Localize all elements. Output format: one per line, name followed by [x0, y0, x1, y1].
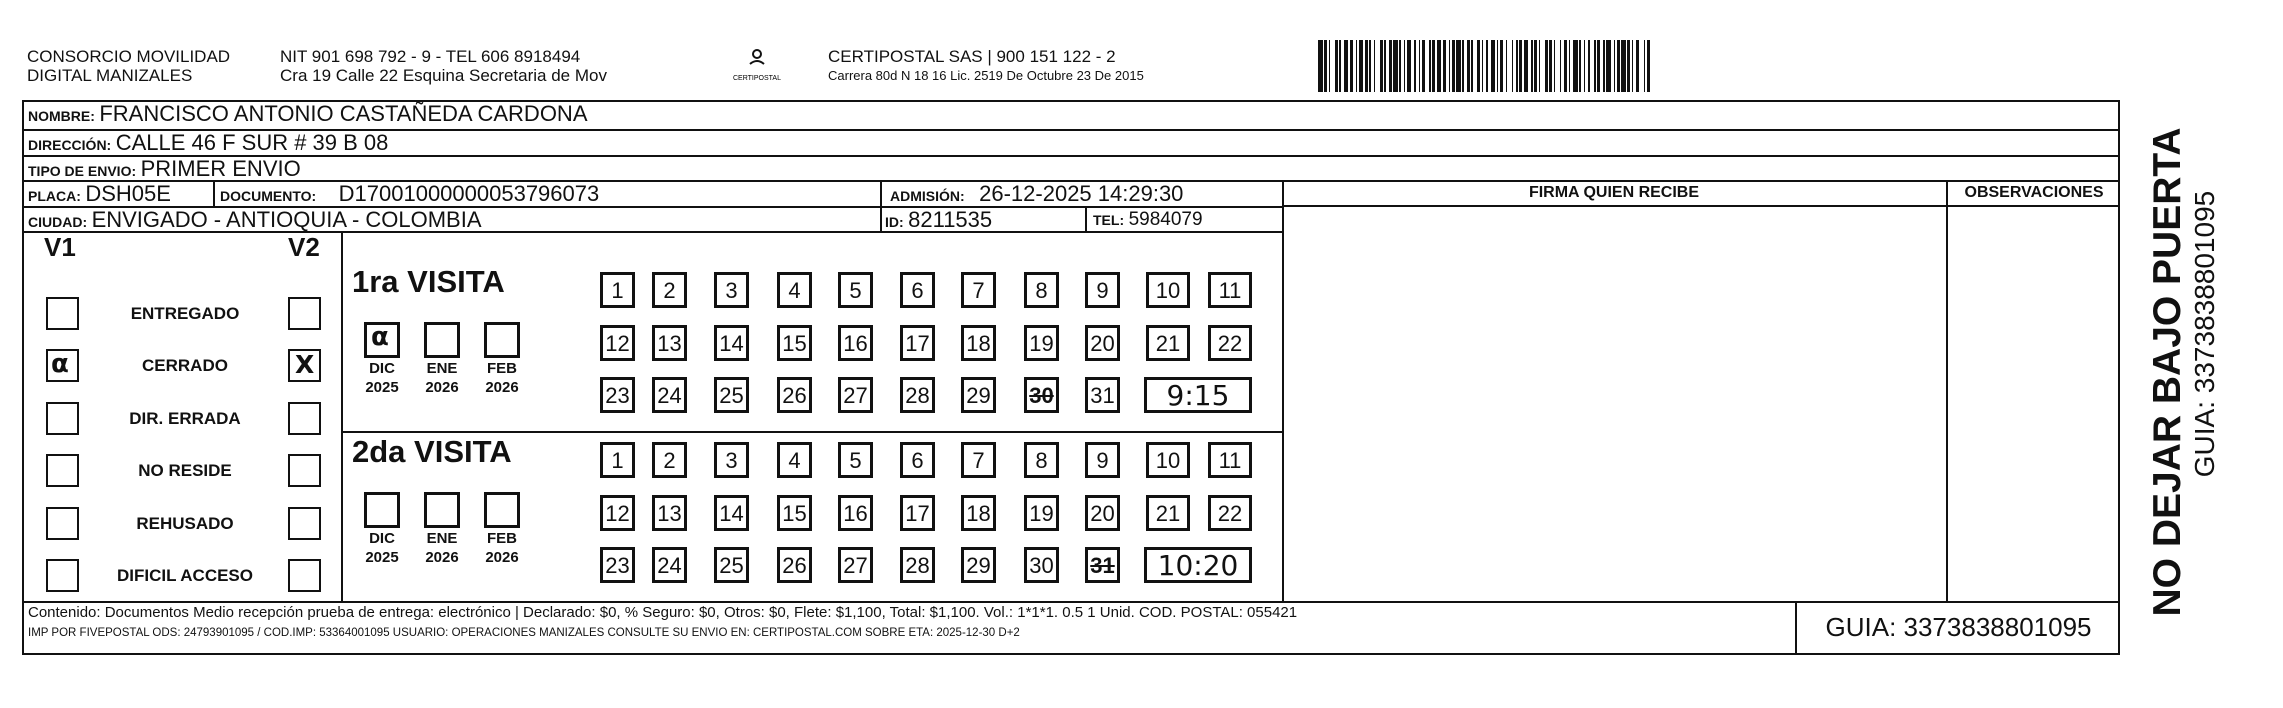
- visit2-month-checkbox-dic[interactable]: [364, 492, 400, 528]
- visit2-month-label: FEB: [487, 530, 517, 547]
- v1-dificil-acceso-checkbox[interactable]: [46, 559, 79, 592]
- certipostal-logo: [722, 44, 792, 86]
- visit2-day-20[interactable]: 20: [1085, 495, 1120, 531]
- nit-line: NIT 901 698 792 - 9 - TEL 606 8918494: [280, 47, 581, 66]
- tel-label: TEL:: [1093, 212, 1125, 228]
- visit1-month-checkbox-feb[interactable]: [484, 322, 520, 358]
- visit1-month-checkbox-ene[interactable]: [424, 322, 460, 358]
- visit2-month-checkbox-feb[interactable]: [484, 492, 520, 528]
- v2-rehusado-checkbox[interactable]: [288, 507, 321, 540]
- documento-value: D17001000000053796073: [338, 181, 600, 206]
- visit1-day-14[interactable]: 14: [714, 325, 749, 361]
- v1-entregado-checkbox[interactable]: [46, 297, 79, 330]
- visit1-day-26[interactable]: 26: [777, 377, 812, 413]
- direccion-label: DIRECCIÓN:: [28, 137, 112, 153]
- visit1-day-9[interactable]: 9: [1085, 272, 1120, 308]
- tel-cell: [1093, 209, 1203, 231]
- visit1-day-4[interactable]: 4: [777, 272, 812, 308]
- visit2-day-2[interactable]: 2: [652, 442, 687, 478]
- courier-line1: CERTIPOSTAL SAS | 900 151 122 - 2: [828, 47, 1116, 66]
- visit1-day-19[interactable]: 19: [1024, 325, 1059, 361]
- v1-dir-errada-checkbox[interactable]: [46, 402, 79, 435]
- visit2-day-6[interactable]: 6: [900, 442, 935, 478]
- visit1-day-3[interactable]: 3: [714, 272, 749, 308]
- tel-value: 5984079: [1128, 209, 1203, 230]
- visit2-day-11[interactable]: 11: [1208, 442, 1252, 478]
- visit2-month-year: 2025: [365, 549, 399, 566]
- nombre-value: FRANCISCO ANTONIO CASTAÑEDA CARDONA: [99, 101, 588, 126]
- visit1-day-7[interactable]: 7: [961, 272, 996, 308]
- documento-cell: [220, 181, 599, 207]
- visit2-day-14[interactable]: 14: [714, 495, 749, 531]
- visit2-month-label: DIC: [369, 530, 395, 547]
- visit2-day-12[interactable]: 12: [600, 495, 635, 531]
- visit2-day-30[interactable]: 30: [1024, 547, 1059, 583]
- visit1-day-6[interactable]: 6: [900, 272, 935, 308]
- visit1-month-label: DIC: [369, 360, 395, 377]
- option-cerrado: CERRADO: [142, 356, 228, 375]
- visit1-day-2[interactable]: 2: [652, 272, 687, 308]
- admision-label: ADMISIÓN:: [890, 188, 965, 204]
- visit1-day-17[interactable]: 17: [900, 325, 935, 361]
- ciudad-value: ENVIGADO - ANTIOQUIA - COLOMBIA: [91, 207, 482, 232]
- documento-label: DOCUMENTO:: [220, 188, 317, 204]
- visit1-day-27[interactable]: 27: [838, 377, 873, 413]
- v1-header: V1: [44, 232, 76, 262]
- visit2-day-1[interactable]: 1: [600, 442, 635, 478]
- option-entregado: ENTREGADO: [130, 304, 240, 323]
- visit1-day-15[interactable]: 15: [777, 325, 812, 361]
- visit1-day-18[interactable]: 18: [961, 325, 996, 361]
- imp-line: IMP POR FIVEPOSTAL ODS: 24793901095 / COD.IMP: 53364001095 USUARIO: OPERACIONES MANIZALES CONSULTE SU ENVIO EN: CERTIPOSTAL.COM SOBRE ETA: 2025-12-30 D+2: [28, 627, 1020, 639]
- visit1-day-31[interactable]: 31: [1085, 377, 1120, 413]
- contenido-line: Contenido: Documentos Medio recepción prueba de entrega: electrónico | Declarado: $0, % Seguro: $0, Otros: $0, Flete: $1,100, Total: $1,100. Vol.: 1*1*1. 0.5 1 Unid. COD. POSTAL: 055421: [28, 604, 1298, 621]
- placa-cell: [28, 181, 171, 207]
- logo-text: CERTIPOSTAL: [733, 75, 781, 82]
- nombre-label: NOMBRE:: [28, 108, 95, 124]
- visit2-month-label: ENE: [426, 530, 458, 547]
- visit2-day-22[interactable]: 22: [1208, 495, 1252, 531]
- firma-header: FIRMA QUIEN RECIBE: [1528, 184, 1700, 201]
- visit2-day-31[interactable]: 31: [1085, 547, 1120, 583]
- admision-value: 26-12-2025 14:29:30: [979, 181, 1184, 206]
- visit2-day-3[interactable]: 3: [714, 442, 749, 478]
- v2-dificil-acceso-checkbox[interactable]: [288, 559, 321, 592]
- ciudad-label: CIUDAD:: [28, 214, 88, 230]
- visit1-day-24[interactable]: 24: [652, 377, 687, 413]
- visit2-day-4[interactable]: 4: [777, 442, 812, 478]
- visit1-month-label: ENE: [426, 360, 458, 377]
- visit2-day-21[interactable]: 21: [1146, 495, 1190, 531]
- visit1-day-16[interactable]: 16: [838, 325, 873, 361]
- visit1-day-5[interactable]: 5: [838, 272, 873, 308]
- visit2-day-28[interactable]: 28: [900, 547, 935, 583]
- nombre-row: [28, 101, 588, 127]
- visit1-month-year: 2026: [485, 379, 519, 396]
- visit1-day-13[interactable]: 13: [652, 325, 687, 361]
- v2-cerrado-checkbox[interactable]: [288, 349, 321, 382]
- v1-cerrado-checkbox[interactable]: [46, 349, 79, 382]
- visit1-month-checkbox-dic[interactable]: [364, 322, 400, 358]
- guia-footer: GUIA: 3373838801095: [1825, 612, 2092, 642]
- tipo-envio-row: [28, 156, 301, 182]
- visit2-month-year: 2026: [425, 549, 459, 566]
- visit2-day-24[interactable]: 24: [652, 547, 687, 583]
- visit1-day-1[interactable]: 1: [600, 272, 635, 308]
- visit2-day-16[interactable]: 16: [838, 495, 873, 531]
- no-dejar-bajo-puerta: NO DEJAR BAJO PUERTA: [2146, 127, 2189, 617]
- courier-line2: Carrera 80d N 18 16 Lic. 2519 De Octubre 23 De 2015: [828, 68, 1144, 83]
- visit2-day-29[interactable]: 29: [961, 547, 996, 583]
- visit2-title: 2da VISITA: [352, 434, 512, 469]
- visit2-day-8[interactable]: 8: [1024, 442, 1059, 478]
- placa-label: PLACA:: [28, 188, 81, 204]
- v2-dir-errada-checkbox[interactable]: [288, 402, 321, 435]
- visit2-day-27[interactable]: 27: [838, 547, 873, 583]
- admision-cell: [890, 181, 1183, 207]
- id-cell: [885, 207, 992, 233]
- visit2-month-year: 2026: [485, 549, 519, 566]
- visit1-month-label: FEB: [487, 360, 517, 377]
- visit1-month-year: 2026: [425, 379, 459, 396]
- option-no-reside: NO RESIDE: [138, 461, 232, 480]
- v1-cerrado-mark: α: [51, 349, 69, 379]
- address-line: Cra 19 Calle 22 Esquina Secretaria de Mov: [280, 66, 607, 85]
- observaciones-header: OBSERVACIONES: [1964, 184, 2104, 201]
- barcode-graphic: [1318, 40, 1651, 92]
- visit2-day-19[interactable]: 19: [1024, 495, 1059, 531]
- visit2-day-23[interactable]: 23: [600, 547, 635, 583]
- tipo-envio-value: PRIMER ENVIO: [140, 156, 301, 181]
- visit2-month-checkbox-ene[interactable]: [424, 492, 460, 528]
- direccion-row: [28, 130, 388, 156]
- id-value: 8211535: [908, 207, 993, 232]
- v2-entregado-checkbox[interactable]: [288, 297, 321, 330]
- visit1-day-25[interactable]: 25: [714, 377, 749, 413]
- visit2-day-10[interactable]: 10: [1146, 442, 1190, 478]
- option-rehusado: REHUSADO: [136, 514, 234, 533]
- ciudad-row: [28, 207, 482, 233]
- guia-vertical: GUIA: 3373838801095: [2189, 190, 2220, 478]
- visit1-day-29[interactable]: 29: [961, 377, 996, 413]
- visit1-day-23[interactable]: 23: [600, 377, 635, 413]
- visit2-day-9[interactable]: 9: [1085, 442, 1120, 478]
- visit1-month-year: 2025: [365, 379, 399, 396]
- visit1-day-22[interactable]: 22: [1208, 325, 1252, 361]
- v2-no-reside-checkbox[interactable]: [288, 454, 321, 487]
- visit2-day-17[interactable]: 17: [900, 495, 935, 531]
- v2-cerrado-mark: X: [295, 350, 315, 379]
- visit1-month-mark: α: [371, 322, 389, 352]
- visit1-time-box[interactable]: 9:15: [1144, 377, 1252, 413]
- visit2-day-13[interactable]: 13: [652, 495, 687, 531]
- tipo-envio-label: TIPO DE ENVIO:: [28, 163, 137, 179]
- visit1-day-20[interactable]: 20: [1085, 325, 1120, 361]
- barcode-space: [1650, 40, 1652, 92]
- visit2-day-25[interactable]: 25: [714, 547, 749, 583]
- visit1-day-30[interactable]: 30: [1024, 377, 1059, 413]
- direccion-value: CALLE 46 F SUR # 39 B 08: [115, 130, 389, 155]
- company-name-line1: CONSORCIO MOVILIDAD: [27, 47, 231, 66]
- v2-header: V2: [288, 232, 320, 262]
- visit2-day-15[interactable]: 15: [777, 495, 812, 531]
- visit1-day-8[interactable]: 8: [1024, 272, 1059, 308]
- visit1-title: 1ra VISITA: [352, 264, 505, 299]
- visit2-day-7[interactable]: 7: [961, 442, 996, 478]
- v1-rehusado-checkbox[interactable]: [46, 507, 79, 540]
- placa-value: DSH05E: [85, 181, 171, 206]
- option-dir-errada: DIR. ERRADA: [129, 409, 241, 428]
- visit1-day-28[interactable]: 28: [900, 377, 935, 413]
- visit1-day-12[interactable]: 12: [600, 325, 635, 361]
- company-name-line2: DIGITAL MANIZALES: [27, 66, 193, 85]
- visit2-time-box[interactable]: 10:20: [1144, 547, 1252, 583]
- option-dificil-acceso: DIFICIL ACCESO: [116, 566, 253, 585]
- visit2-day-26[interactable]: 26: [777, 547, 812, 583]
- visit2-day-18[interactable]: 18: [961, 495, 996, 531]
- visit1-day-10[interactable]: 10: [1146, 272, 1190, 308]
- visit1-day-21[interactable]: 21: [1146, 325, 1190, 361]
- visit1-day-11[interactable]: 11: [1208, 272, 1252, 308]
- v1-no-reside-checkbox[interactable]: [46, 454, 79, 487]
- id-label: ID:: [885, 214, 904, 230]
- visit2-day-5[interactable]: 5: [838, 442, 873, 478]
